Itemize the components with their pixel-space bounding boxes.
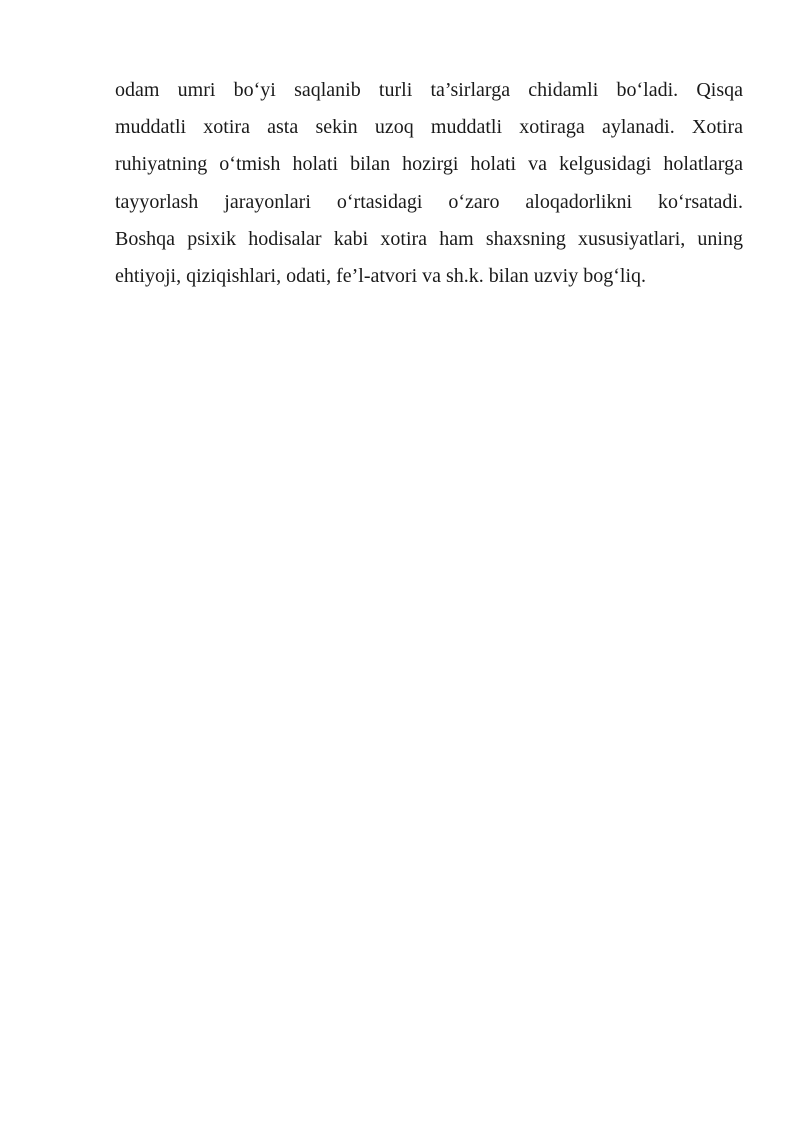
paragraph-line: ruhiyatning o‘tmish holati bilan hozirgi holati va kelgusidagi holatlarga [115,153,743,176]
body-paragraph [115,72,743,295]
paragraph-line: Boshqa psixik hodisalar kabi xotira ham shaxsning xususiyatlari, uning [115,227,743,250]
paragraph-line: odam umri bo‘yi saqlanib turli ta’sirlarga chidamli bo‘ladi. Qisqa [115,79,743,101]
paragraph-line: tayyorlash jarayonlari o‘rtasidagi o‘zaro aloqadorlikni ko‘rsatadi. [115,190,743,213]
paragraph-line: ehtiyoji, qiziqishlari, odati, fe’l-atvori va sh.k. bilan uzviy bog‘liq. [115,265,646,288]
paragraph-line: muddatli xotira asta sekin uzoq muddatli xotiraga aylanadi. Xotira [115,116,743,139]
